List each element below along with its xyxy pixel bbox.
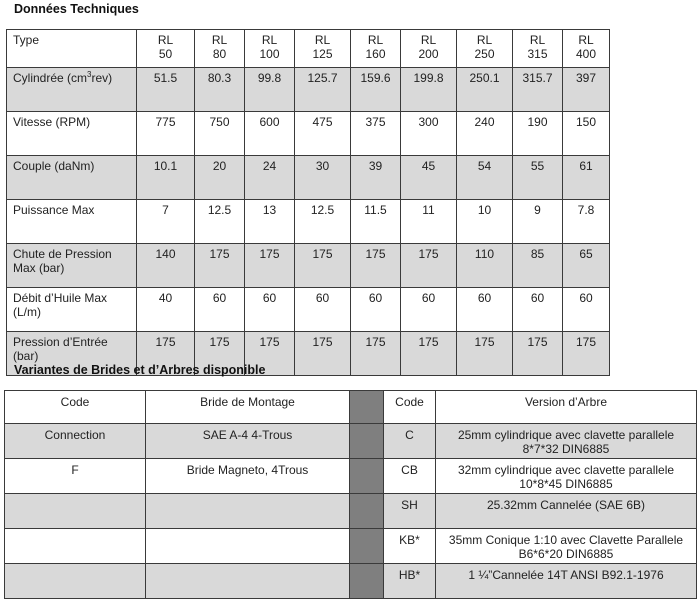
table-cell: 175 bbox=[295, 332, 351, 376]
table-row bbox=[7, 244, 610, 288]
table-row bbox=[7, 112, 610, 156]
table-cell: 159.6 bbox=[351, 68, 401, 112]
table-cell: 175 bbox=[401, 332, 457, 376]
table-cell: 25.32mm Cannelée (SAE 6B) bbox=[436, 494, 697, 529]
model-header: RL 160 bbox=[351, 30, 401, 68]
table-cell: 150 bbox=[563, 112, 610, 156]
model-header: RL 200 bbox=[401, 30, 457, 68]
table-cell: 175 bbox=[351, 244, 401, 288]
table-cell: 61 bbox=[563, 156, 610, 200]
table-cell: 315.7 bbox=[513, 68, 563, 112]
table-cell: 175 bbox=[513, 332, 563, 376]
table-cell: 12.5 bbox=[295, 200, 351, 244]
table-cell: 60 bbox=[457, 288, 513, 332]
table-cell: 60 bbox=[195, 288, 245, 332]
table-cell bbox=[5, 494, 146, 529]
table-cell: 175 bbox=[401, 244, 457, 288]
model-header: RL 315 bbox=[513, 30, 563, 68]
table-cell: 51.5 bbox=[137, 68, 195, 112]
table-cell: 55 bbox=[513, 156, 563, 200]
model-header: RL 400 bbox=[563, 30, 610, 68]
row-label: Débit d’Huile Max (L/m) bbox=[7, 288, 137, 332]
table-cell: 397 bbox=[563, 68, 610, 112]
bride-header: Bride de Montage bbox=[146, 391, 350, 424]
table-cell: 175 bbox=[195, 244, 245, 288]
table-cell: 7 bbox=[137, 200, 195, 244]
variants-table bbox=[4, 390, 697, 599]
table-cell: 32mm cylindrique avec clavette parallele 10*8*45 DIN6885 bbox=[436, 459, 697, 494]
model-header: RL 125 bbox=[295, 30, 351, 68]
row-label: Vitesse (RPM) bbox=[7, 112, 137, 156]
table-cell: 175 bbox=[137, 332, 195, 376]
table-cell: 175 bbox=[245, 332, 295, 376]
table-cell: 45 bbox=[401, 156, 457, 200]
table-cell: 25mm cylindrique avec clavette parallele 8*7*32 DIN6885 bbox=[436, 424, 697, 459]
table-cell: 175 bbox=[195, 332, 245, 376]
table-cell: 24 bbox=[245, 156, 295, 200]
table-row bbox=[7, 68, 610, 112]
table-cell: F bbox=[5, 459, 146, 494]
table-cell bbox=[5, 564, 146, 599]
table-cell bbox=[146, 564, 350, 599]
table-cell: 125.7 bbox=[295, 68, 351, 112]
table-row bbox=[7, 156, 610, 200]
specs-title: Données Techniques bbox=[14, 2, 139, 16]
table-cell: 60 bbox=[245, 288, 295, 332]
table-cell bbox=[146, 529, 350, 564]
table-cell: 175 bbox=[457, 332, 513, 376]
table-cell: 475 bbox=[295, 112, 351, 156]
table-cell: 175 bbox=[245, 244, 295, 288]
variants-title: Variantes de Brides et d’Arbres disponible bbox=[14, 363, 266, 377]
code-header: Code bbox=[384, 391, 436, 424]
table-cell: 175 bbox=[563, 332, 610, 376]
version-header: Version d’Arbre bbox=[436, 391, 697, 424]
model-header: RL 100 bbox=[245, 30, 295, 68]
table-cell: 13 bbox=[245, 200, 295, 244]
table-cell: 240 bbox=[457, 112, 513, 156]
row-label: Cylindrée $(cm^3rev)$ bbox=[7, 68, 137, 112]
table-cell: 175 bbox=[295, 244, 351, 288]
specs-table bbox=[6, 29, 610, 376]
row-label: Chute de Pression Max (bar) bbox=[7, 244, 137, 288]
table-row bbox=[5, 564, 697, 599]
variants-header-row bbox=[5, 391, 697, 424]
table-cell: Connection bbox=[5, 424, 146, 459]
table-cell: 190 bbox=[513, 112, 563, 156]
table-cell: 40 bbox=[137, 288, 195, 332]
table-cell: SAE A-4 4-Trous bbox=[146, 424, 350, 459]
model-header: RL 80 bbox=[195, 30, 245, 68]
table-cell: 12.5 bbox=[195, 200, 245, 244]
separator-column bbox=[350, 564, 384, 599]
table-row bbox=[7, 288, 610, 332]
table-cell bbox=[146, 494, 350, 529]
table-cell: 80.3 bbox=[195, 68, 245, 112]
table-row bbox=[5, 459, 697, 494]
table-cell: 600 bbox=[245, 112, 295, 156]
table-cell: 375 bbox=[351, 112, 401, 156]
table-cell: 110 bbox=[457, 244, 513, 288]
table-cell: Bride Magneto, 4Trous bbox=[146, 459, 350, 494]
table-cell: 65 bbox=[563, 244, 610, 288]
table-row bbox=[5, 494, 697, 529]
table-cell: 10 bbox=[457, 200, 513, 244]
table-cell: 250.1 bbox=[457, 68, 513, 112]
code-header: Code bbox=[5, 391, 146, 424]
table-row bbox=[7, 200, 610, 244]
table-row bbox=[5, 529, 697, 564]
table-cell: 1 ¼”Cannelée 14T ANSI B92.1-1976 bbox=[436, 564, 697, 599]
specs-header-row bbox=[7, 30, 610, 68]
separator-column bbox=[350, 494, 384, 529]
separator-column bbox=[350, 459, 384, 494]
separator-column bbox=[350, 424, 384, 459]
row-label: Couple (daNm) bbox=[7, 156, 137, 200]
table-cell: KB* bbox=[384, 529, 436, 564]
table-cell bbox=[5, 529, 146, 564]
table-row bbox=[5, 424, 697, 459]
specs-header-label: Type bbox=[7, 30, 137, 68]
table-cell: 11 bbox=[401, 200, 457, 244]
table-cell: 300 bbox=[401, 112, 457, 156]
table-cell: 60 bbox=[401, 288, 457, 332]
row-label: Pression d’Entrée (bar) bbox=[7, 332, 137, 376]
table-cell: 60 bbox=[295, 288, 351, 332]
table-cell: 140 bbox=[137, 244, 195, 288]
model-header: RL 50 bbox=[137, 30, 195, 68]
table-cell: 35mm Conique 1:10 avec Clavette Parallele B6*6*20 DIN6885 bbox=[436, 529, 697, 564]
separator-column bbox=[350, 391, 384, 424]
table-cell: 39 bbox=[351, 156, 401, 200]
table-cell: 20 bbox=[195, 156, 245, 200]
table-cell: 175 bbox=[351, 332, 401, 376]
table-cell: 199.8 bbox=[401, 68, 457, 112]
table-cell: 54 bbox=[457, 156, 513, 200]
table-cell: 85 bbox=[513, 244, 563, 288]
table-cell: 30 bbox=[295, 156, 351, 200]
table-cell: SH bbox=[384, 494, 436, 529]
table-cell: 60 bbox=[351, 288, 401, 332]
table-cell: 750 bbox=[195, 112, 245, 156]
table-cell: 775 bbox=[137, 112, 195, 156]
model-header: RL 250 bbox=[457, 30, 513, 68]
table-cell: 7.8 bbox=[563, 200, 610, 244]
row-label: Puissance Max bbox=[7, 200, 137, 244]
separator-column bbox=[350, 529, 384, 564]
table-cell: HB* bbox=[384, 564, 436, 599]
table-cell: 99.8 bbox=[245, 68, 295, 112]
table-cell: 11.5 bbox=[351, 200, 401, 244]
table-cell: 60 bbox=[563, 288, 610, 332]
table-cell: C bbox=[384, 424, 436, 459]
table-cell: 9 bbox=[513, 200, 563, 244]
table-cell: 60 bbox=[513, 288, 563, 332]
table-cell: 10.1 bbox=[137, 156, 195, 200]
table-cell: CB bbox=[384, 459, 436, 494]
